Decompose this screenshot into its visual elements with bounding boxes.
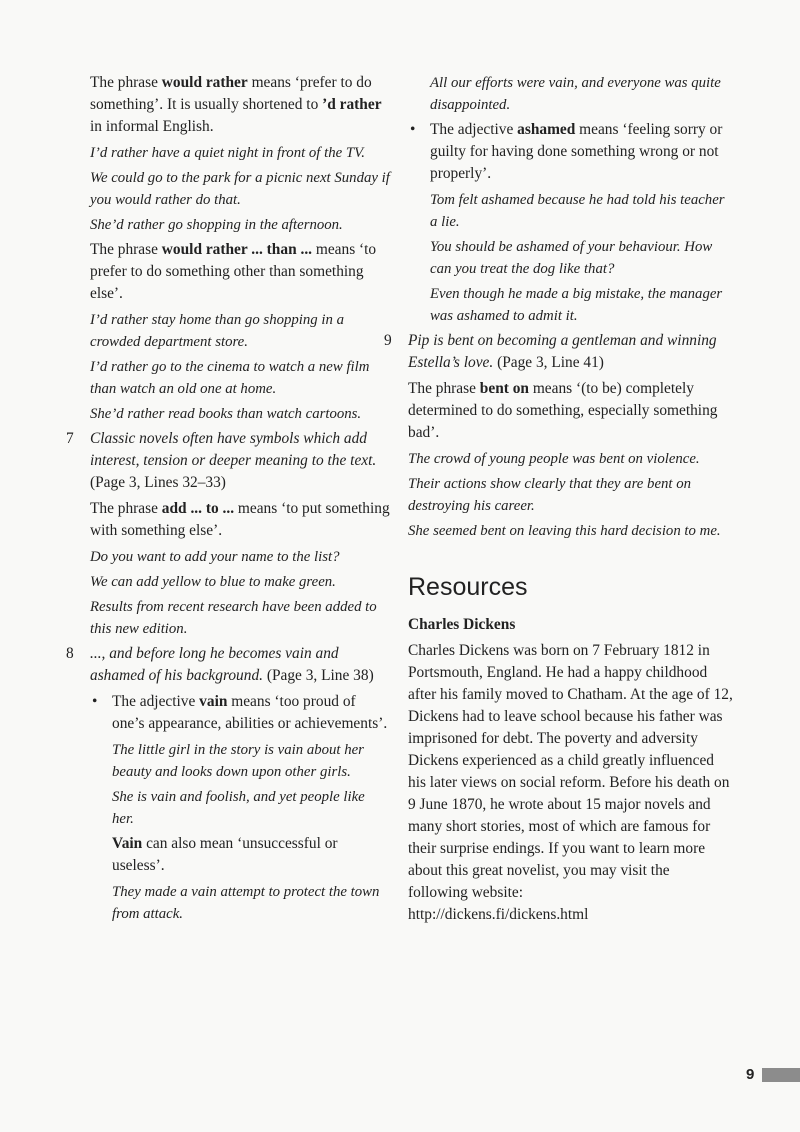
- text: The phrase: [90, 500, 162, 517]
- explanation-vain-useless: [90, 833, 390, 877]
- example-sentence: The crowd of young people was bent on violence.: [408, 451, 700, 467]
- bullet-icon: •: [92, 693, 98, 710]
- website-link[interactable]: http://dickens.fi/dickens.html: [408, 906, 589, 923]
- text: can also mean ‘unsuccessful or useless’.: [112, 835, 338, 874]
- text: The phrase: [90, 74, 162, 91]
- quote-text: Classic novels often have symbols which add interest, tension or deeper meaning to the text.: [90, 430, 377, 469]
- text: means ‘to put something with something else’.: [90, 500, 390, 539]
- key-phrase: bent on: [479, 380, 529, 397]
- key-phrase: Vain: [112, 835, 143, 852]
- key-phrase: ashamed: [517, 121, 576, 138]
- page-reference: (Page 3, Lines 32–33): [90, 474, 226, 491]
- example-sentence: She seemed bent on leaving this hard decision to me.: [408, 523, 721, 539]
- page-number: 9: [746, 1066, 755, 1083]
- page-reference: (Page 3, Line 38): [263, 667, 374, 684]
- example-sentence: All our efforts were vain, and everyone was quite disappointed.: [430, 75, 721, 113]
- bullet-ashamed: [408, 119, 733, 185]
- key-phrase: ’d rather: [322, 96, 382, 113]
- text: The phrase: [408, 380, 480, 397]
- example-sentence: She’d rather read books than watch cartoons.: [90, 406, 362, 422]
- text: The adjective: [112, 693, 200, 710]
- numbered-item-7: [66, 428, 390, 494]
- bullet-vain: [90, 691, 390, 735]
- explanation-would-rather-than: [90, 239, 390, 305]
- explanation-add-to: [90, 498, 390, 542]
- example-sentence: I’d rather stay home than go shopping in a crowded department store.: [90, 312, 344, 350]
- bullet-icon: •: [410, 121, 416, 138]
- example-sentence: Do you want to add your name to the list?: [90, 549, 340, 565]
- text: means ‘prefer to do something’. It is usually shortened to: [90, 74, 372, 113]
- key-phrase: vain: [199, 693, 228, 710]
- explanation-vain: [112, 691, 390, 735]
- text: The phrase: [90, 241, 162, 258]
- item-quote: [408, 330, 733, 374]
- numbered-item-8: [66, 643, 390, 687]
- page-number-bar: [762, 1068, 800, 1082]
- numbered-item-9: [384, 330, 733, 374]
- item-quote: [90, 428, 390, 494]
- explanation-would-rather: [90, 72, 390, 138]
- explanation-ashamed: [430, 119, 733, 185]
- item-number: 8: [66, 645, 74, 662]
- quote-text: ..., and before long he becomes vain and ashamed of his background.: [90, 645, 339, 684]
- text: means ‘to prefer to do something other than something else’.: [90, 241, 377, 302]
- left-column: [66, 72, 390, 928]
- example-sentence: We could go to the park for a picnic next Sunday if you would rather do that.: [90, 170, 390, 208]
- example-sentence: You should be ashamed of your behaviour. How can you treat the dog like that?: [430, 239, 713, 277]
- example-sentence: We can add yellow to blue to make green.: [90, 574, 336, 590]
- charles-dickens-subheading: Charles Dickens: [408, 616, 516, 633]
- explanation-bent-on: [408, 378, 733, 444]
- example-sentence: She’d rather go shopping in the afternoon.: [90, 217, 343, 233]
- item-number: 7: [66, 430, 74, 447]
- example-sentence: Tom felt ashamed because he had told his teacher a lie.: [430, 192, 725, 230]
- resources-heading: Resources: [408, 573, 528, 601]
- item-quote: [90, 643, 390, 687]
- biography-text: Charles Dickens was born on 7 February 1812 in Portsmouth, England. He had a happy childhood after his family moved to Chatham. At the age of 12, Dickens had to leave school because his father was imprisoned for debt. The poverty and adversity Dickens experienced as a child greatly influenced his later views on social reform. Before his death on 9 June 1870, he wrote about 15 major novels and many short stories, most of which are famous for their surprise endings. If you want to learn more about this great novelist, you may visit the following website:: [408, 642, 733, 901]
- text: The adjective: [430, 121, 518, 138]
- text: means ‘feeling sorry or guilty for having done something wrong or not properly’.: [430, 121, 723, 182]
- example-sentence: She is vain and foolish, and yet people like her.: [112, 789, 365, 827]
- example-sentence: The little girl in the story is vain about her beauty and looks down upon other girls.: [112, 742, 364, 780]
- key-phrase: would rather: [161, 74, 248, 91]
- example-sentence: Results from recent research have been added to this new edition.: [90, 599, 377, 637]
- right-column: [384, 72, 733, 930]
- key-phrase: add ... to ...: [161, 500, 235, 517]
- example-sentence: They made a vain attempt to protect the town from attack.: [112, 884, 380, 922]
- page-reference: (Page 3, Line 41): [493, 354, 604, 371]
- text: means ‘too proud of one’s appearance, abilities or achievements’.: [112, 693, 388, 732]
- quote-text: Pip is bent on becoming a gentleman and winning Estella’s love.: [408, 332, 717, 371]
- example-sentence: Their actions show clearly that they are bent on destroying his career.: [408, 476, 692, 514]
- key-phrase: would rather ... than ...: [161, 241, 313, 258]
- example-sentence: Even though he made a big mistake, the manager was ashamed to admit it.: [430, 286, 723, 324]
- example-sentence: I’d rather have a quiet night in front of the TV.: [90, 145, 365, 161]
- dickens-biography: [408, 640, 733, 926]
- text: in informal English.: [90, 118, 214, 135]
- example-sentence: I’d rather go to the cinema to watch a new film than watch an old one at home.: [90, 359, 370, 397]
- item-number: 9: [384, 332, 392, 349]
- text: means ‘(to be) completely determined to do something, especially something bad’.: [408, 380, 718, 441]
